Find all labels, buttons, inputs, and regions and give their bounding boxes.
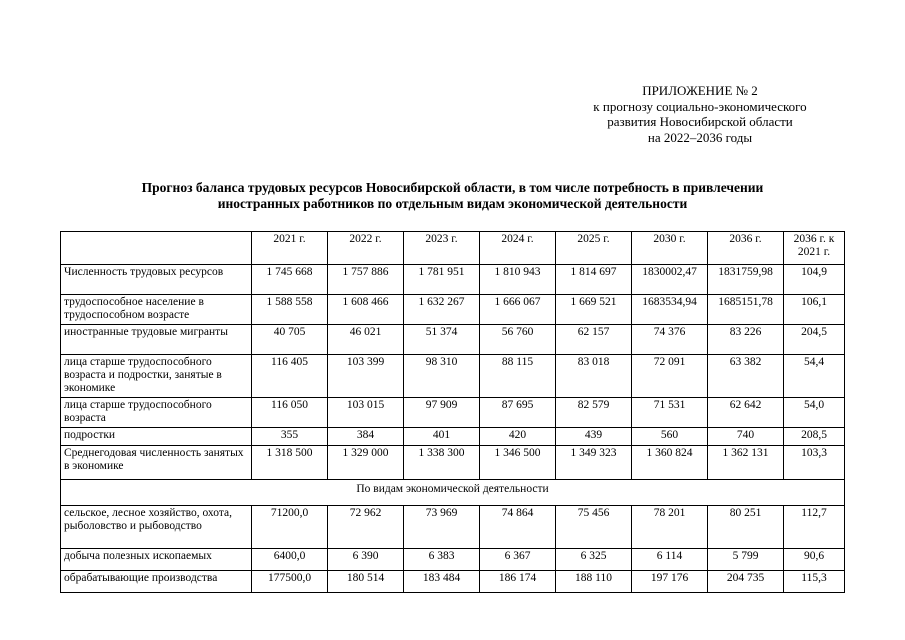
- value-cell: 6400,0: [252, 549, 328, 571]
- value-cell: 188 110: [556, 571, 632, 593]
- document-title-line: иностранных работников по отдельным видам экономической деятельности: [217, 196, 688, 211]
- header-cell-2025: 2025 г.: [556, 232, 632, 265]
- value-cell: 106,1: [784, 295, 845, 325]
- value-cell: 1 814 697: [556, 265, 632, 295]
- value-cell: 87 695: [480, 398, 556, 428]
- value-cell: 83 226: [708, 325, 784, 355]
- header-cell-ratio: 2036 г. к 2021 г.: [784, 232, 845, 265]
- header-cell-2030: 2030 г.: [632, 232, 708, 265]
- labor-balance-table: [60, 231, 845, 593]
- value-cell: 1 781 951: [404, 265, 480, 295]
- value-cell: 46 021: [328, 325, 404, 355]
- value-cell: 115,3: [784, 571, 845, 593]
- table-row: [61, 295, 845, 325]
- value-cell: 71 531: [632, 398, 708, 428]
- appendix-line: к прогнозу социально-экономического: [593, 98, 807, 114]
- table-row: [61, 549, 845, 571]
- document-title-line: Прогноз баланса трудовых ресурсов Новосибирской области, в том числе потребность в привлечении: [141, 180, 764, 195]
- value-cell: 1 318 500: [252, 446, 328, 480]
- value-cell: 83 018: [556, 355, 632, 398]
- header-cell-2023: 2023 г.: [404, 232, 480, 265]
- value-cell: 1 329 000: [328, 446, 404, 480]
- row-label: лица старше трудоспособного возраста: [61, 398, 252, 428]
- value-cell: 177500,0: [252, 571, 328, 593]
- value-cell: 186 174: [480, 571, 556, 593]
- industry-row-label: обрабатывающие производства: [61, 571, 252, 593]
- value-cell: 1 346 500: [480, 446, 556, 480]
- value-cell: 1683534,94: [632, 295, 708, 325]
- document-title: [60, 180, 845, 212]
- value-cell: 740: [708, 428, 784, 446]
- value-cell: 208,5: [784, 428, 845, 446]
- value-cell: 51 374: [404, 325, 480, 355]
- header-cell-label: [61, 232, 252, 265]
- value-cell: 71200,0: [252, 506, 328, 549]
- value-cell: 75 456: [556, 506, 632, 549]
- value-cell: 103,3: [784, 446, 845, 480]
- value-cell: 1 669 521: [556, 295, 632, 325]
- value-cell: 384: [328, 428, 404, 446]
- table-row: [61, 446, 845, 480]
- value-cell: 72 962: [328, 506, 404, 549]
- row-label: Численность трудовых ресурсов: [61, 265, 252, 295]
- value-cell: 78 201: [632, 506, 708, 549]
- value-cell: 80 251: [708, 506, 784, 549]
- appendix-number: ПРИЛОЖЕНИЕ № 2: [642, 83, 758, 98]
- value-cell: 40 705: [252, 325, 328, 355]
- value-cell: 74 376: [632, 325, 708, 355]
- header-cell-2022: 2022 г.: [328, 232, 404, 265]
- value-cell: 560: [632, 428, 708, 446]
- value-cell: 112,7: [784, 506, 845, 549]
- value-cell: 1 349 323: [556, 446, 632, 480]
- header-cell-2036: 2036 г.: [708, 232, 784, 265]
- table-body: [61, 265, 845, 593]
- value-cell: 6 383: [404, 549, 480, 571]
- value-cell: 73 969: [404, 506, 480, 549]
- industry-row-label: сельское, лесное хозяйство, охота, рыболовство и рыбоводство: [61, 506, 252, 549]
- table-header-row: [61, 232, 845, 265]
- table-row: [61, 428, 845, 446]
- value-cell: 116 050: [252, 398, 328, 428]
- value-cell: 1 338 300: [404, 446, 480, 480]
- header-cell-2021: 2021 г.: [252, 232, 328, 265]
- row-label: трудоспособное население в трудоспособном возрасте: [61, 295, 252, 325]
- value-cell: 116 405: [252, 355, 328, 398]
- header-cell-2024: 2024 г.: [480, 232, 556, 265]
- value-cell: 104,9: [784, 265, 845, 295]
- appendix-line: на 2022–2036 годы: [647, 129, 753, 145]
- value-cell: 420: [480, 428, 556, 446]
- value-cell: 1 757 886: [328, 265, 404, 295]
- row-label: лица старше трудоспособного возраста и подростки, занятые в экономике: [61, 355, 252, 398]
- value-cell: 54,0: [784, 398, 845, 428]
- table-row: [61, 265, 845, 295]
- value-cell: 204,5: [784, 325, 845, 355]
- value-cell: 103 015: [328, 398, 404, 428]
- appendix-header: [560, 83, 840, 145]
- table-row: [61, 398, 845, 428]
- row-label: подростки: [61, 428, 252, 446]
- value-cell: 1 666 067: [480, 295, 556, 325]
- value-cell: 1685151,78: [708, 295, 784, 325]
- value-cell: 103 399: [328, 355, 404, 398]
- value-cell: 90,6: [784, 549, 845, 571]
- value-cell: 1 632 267: [404, 295, 480, 325]
- table-row: [61, 506, 845, 549]
- value-cell: 6 390: [328, 549, 404, 571]
- value-cell: 1 810 943: [480, 265, 556, 295]
- value-cell: 183 484: [404, 571, 480, 593]
- value-cell: 439: [556, 428, 632, 446]
- value-cell: 6 367: [480, 549, 556, 571]
- value-cell: 54,4: [784, 355, 845, 398]
- industry-row-label: добыча полезных ископаемых: [61, 549, 252, 571]
- appendix-line: развития Новосибирской области: [607, 114, 793, 129]
- value-cell: 56 760: [480, 325, 556, 355]
- value-cell: 355: [252, 428, 328, 446]
- value-cell: 74 864: [480, 506, 556, 549]
- value-cell: 1 360 824: [632, 446, 708, 480]
- value-cell: 401: [404, 428, 480, 446]
- table-row: [61, 571, 845, 593]
- value-cell: 1830002,47: [632, 265, 708, 295]
- row-label: Среднегодовая численность занятых в экономике: [61, 446, 252, 480]
- section-row: [61, 480, 845, 506]
- value-cell: 204 735: [708, 571, 784, 593]
- value-cell: 82 579: [556, 398, 632, 428]
- value-cell: 1 745 668: [252, 265, 328, 295]
- value-cell: 97 909: [404, 398, 480, 428]
- value-cell: 1831759,98: [708, 265, 784, 295]
- value-cell: 62 157: [556, 325, 632, 355]
- row-label: иностранные трудовые мигранты: [61, 325, 252, 355]
- value-cell: 6 114: [632, 549, 708, 571]
- value-cell: 72 091: [632, 355, 708, 398]
- value-cell: 1 608 466: [328, 295, 404, 325]
- value-cell: 197 176: [632, 571, 708, 593]
- value-cell: 5 799: [708, 549, 784, 571]
- table-row: [61, 355, 845, 398]
- table-row: [61, 325, 845, 355]
- value-cell: 1 362 131: [708, 446, 784, 480]
- section-heading: По видам экономической деятельности: [61, 480, 845, 506]
- value-cell: 180 514: [328, 571, 404, 593]
- value-cell: 1 588 558: [252, 295, 328, 325]
- value-cell: 88 115: [480, 355, 556, 398]
- value-cell: 98 310: [404, 355, 480, 398]
- value-cell: 6 325: [556, 549, 632, 571]
- value-cell: 63 382: [708, 355, 784, 398]
- value-cell: 62 642: [708, 398, 784, 428]
